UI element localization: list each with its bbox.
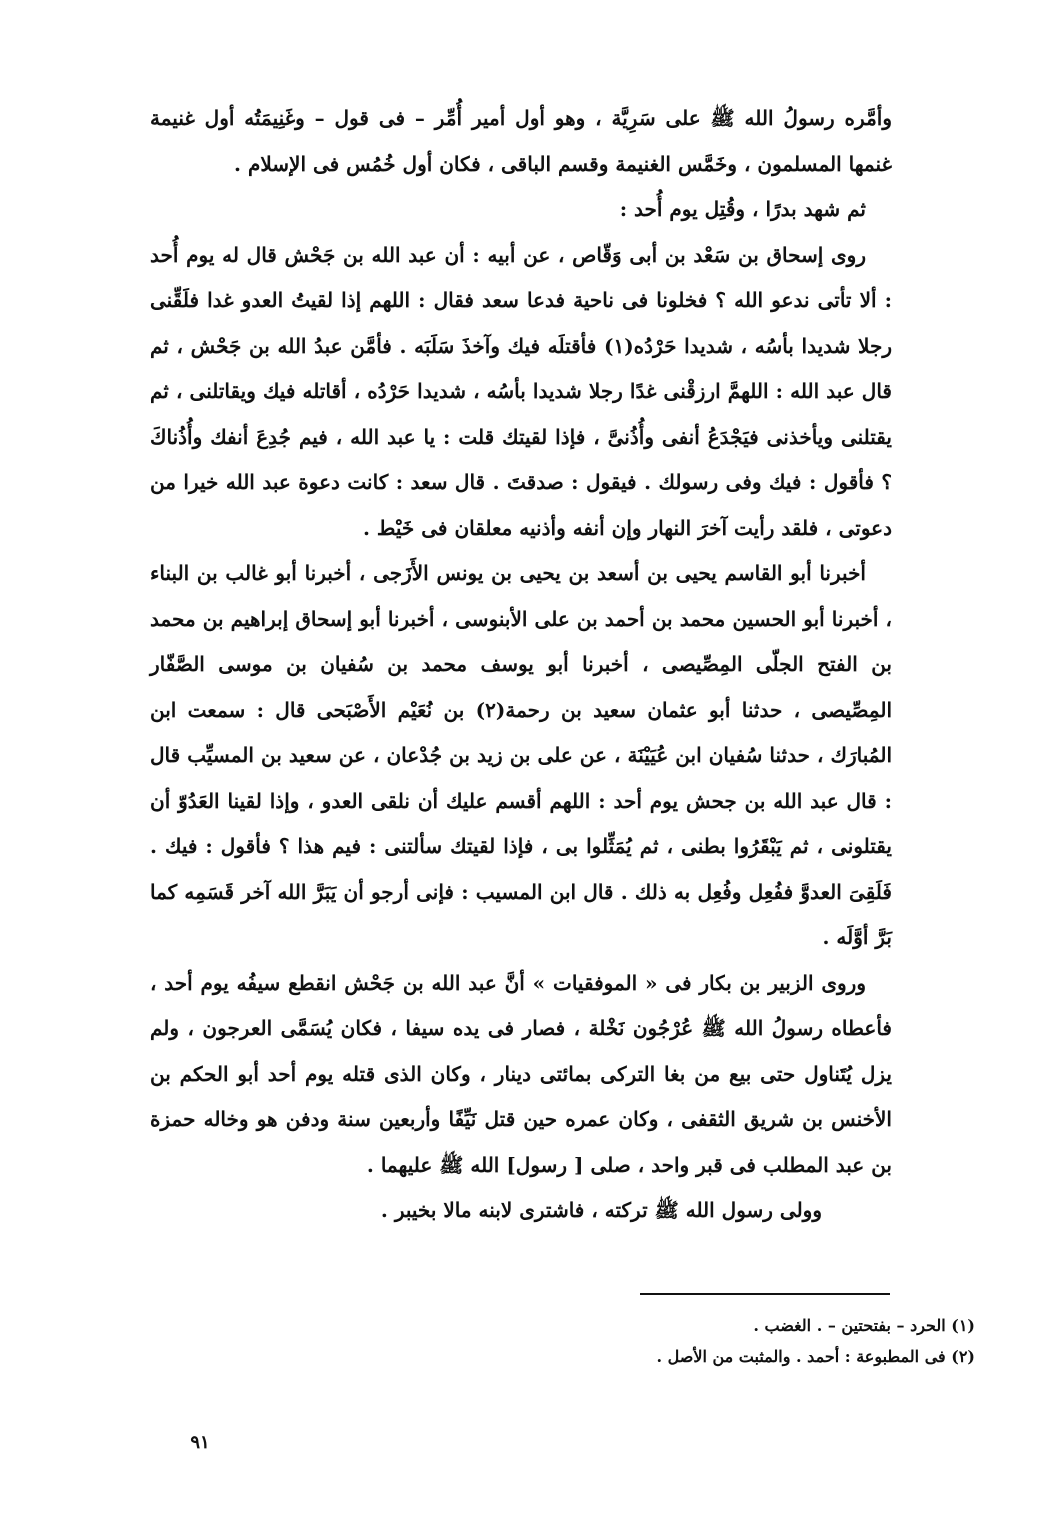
footnote-1: (١) الحرد – بفتحتين – . الغضب . <box>753 1316 975 1335</box>
footnotes <box>560 1310 975 1372</box>
paragraph-inheritance: وولى رسول الله ﷺ تركته ، فاشترى لابنه مالا بخيبر . <box>380 1198 822 1222</box>
footnote-separator <box>640 1293 890 1295</box>
paragraph-zubayr-narration: وروى الزبير بن بكار فى « الموفقيات » أنَّ عبد الله بن جَحْش انقطع سيفُه يوم أحد ، فأعطاه رسولُ الله ﷺ عُرْجُون نَخْلة ، فصار فى يده سيفا ، فكان يُسَمَّى العرجون ، ولم يزل يُتَناول حتى بيع من بغا التركى بمائتى دينار ، وكان الذى قتله يوم أحد أبو الحكم بن الأخنس بن شريق الثقفى ، وكان عمره حين قتل نَيِّفًا وأربعين سنة ودفن هو وخاله حمزة بن عبد المطلب فى قبر واحد ، صلى [ رسول] الله ﷺ عليهما . <box>150 970 892 1177</box>
page-number: ٩١ <box>190 1432 210 1453</box>
main-text <box>150 96 892 1234</box>
paragraph-command: وأمَّره رسولُ الله ﷺ على سَرِيَّة ، وهو أول أمير أُمِّر – فى قول – وغَنِيمَتُه أول غنيمة غنمها المسلمون ، وخَمَّس الغنيمة وقسم الباقى ، فكان أول خُمُس فى الإسلام . <box>150 106 893 176</box>
paragraph-badr: ثم شهد بدرًا ، وقُتِل يوم أُحد : <box>619 197 866 221</box>
footnote-2: (٢) فى المطبوعة : أحمد . والمثبت من الأصل . <box>656 1347 975 1366</box>
paragraph-isnad: أخبرنا أبو القاسم يحيى بن أسعد بن يحيى بن يونس الأَزَجى ، أخبرنا أبو غالب بن البناء ، أخبرنا أبو الحسين محمد بن أحمد بن على الأبنوسى ، أخبرنا أبو إسحاق إبراهيم بن محمد بن الفتح الجلّى المِصِّيصى ، أخبرنا أبو يوسف محمد بن سُفيان بن موسى الصَّفّار المِصِّيصى ، حدثنا أبو عثمان سعيد بن رحمة(٢) بن نُعَيْم الأَصْبَحى قال : سمعت ابن المُبارَك ، حدثنا سُفيان ابن عُيَيْنَة ، عن على بن زيد بن جُدْعان ، عن سعيد بن المسيِّب قال : قال عبد الله بن جحش يوم أحد : اللهم أقسم عليك أن نلقى العدو ، وإذا لقينا العَدُوّ أن يقتلونى ، ثم يَبْقَرُوا بطنى ، ثم يُمَثِّلوا بى ، فإذا لقيتك سألتنى : فيم هذا ؟ فأقول : فيك . فَلَقِىَ العدوَّ ففُعِل وفُعِل به ذلك . قال ابن المسيب : فإنى أرجو أن يَبَرَّ الله آخر قَسَمِه كما بَرَّ أوَّلَه . <box>150 561 893 949</box>
paragraph-ishaq-narration: روى إسحاق بن سَعْد بن أبى وَقّاص ، عن أبيه : أن عبد الله بن جَحْش قال له يوم أُحد : ألا تأتى ندعو الله ؟ فخلونا فى ناحية فدعا سعد فقال : اللهم إذا لقيتُ العدو غدا فلَقِّنى رجلا شديدا بأسُه ، شديدا حَرْدُه(١) فأقتلَه فيك وآخذَ سَلَبَه . فأمَّن عبدُ الله بن جَحْش ، ثم قال عبد الله : اللهمَّ ارزقْنى غدًا رجلا شديدا بأسُه ، شديدا حَرْدُه ، أقاتله فيك ويقاتلنى ، ثم يقتلنى ويأخذنى فيَجْدَعُ أنفى وأُذُنىَّ ، فإذا لقيتك قلت : يا عبد الله ، فيم جُدِعَ أنفك وأُذُناكَ ؟ فأقول : فيك وفى رسولك . فيقول : صدقتَ . قال سعد : كانت دعوة عبد الله خيرا من دعوتى ، فلقد رأيت آخرَ النهار وإن أنفه وأذنيه معلقان فى خَيْط . <box>150 242 892 540</box>
